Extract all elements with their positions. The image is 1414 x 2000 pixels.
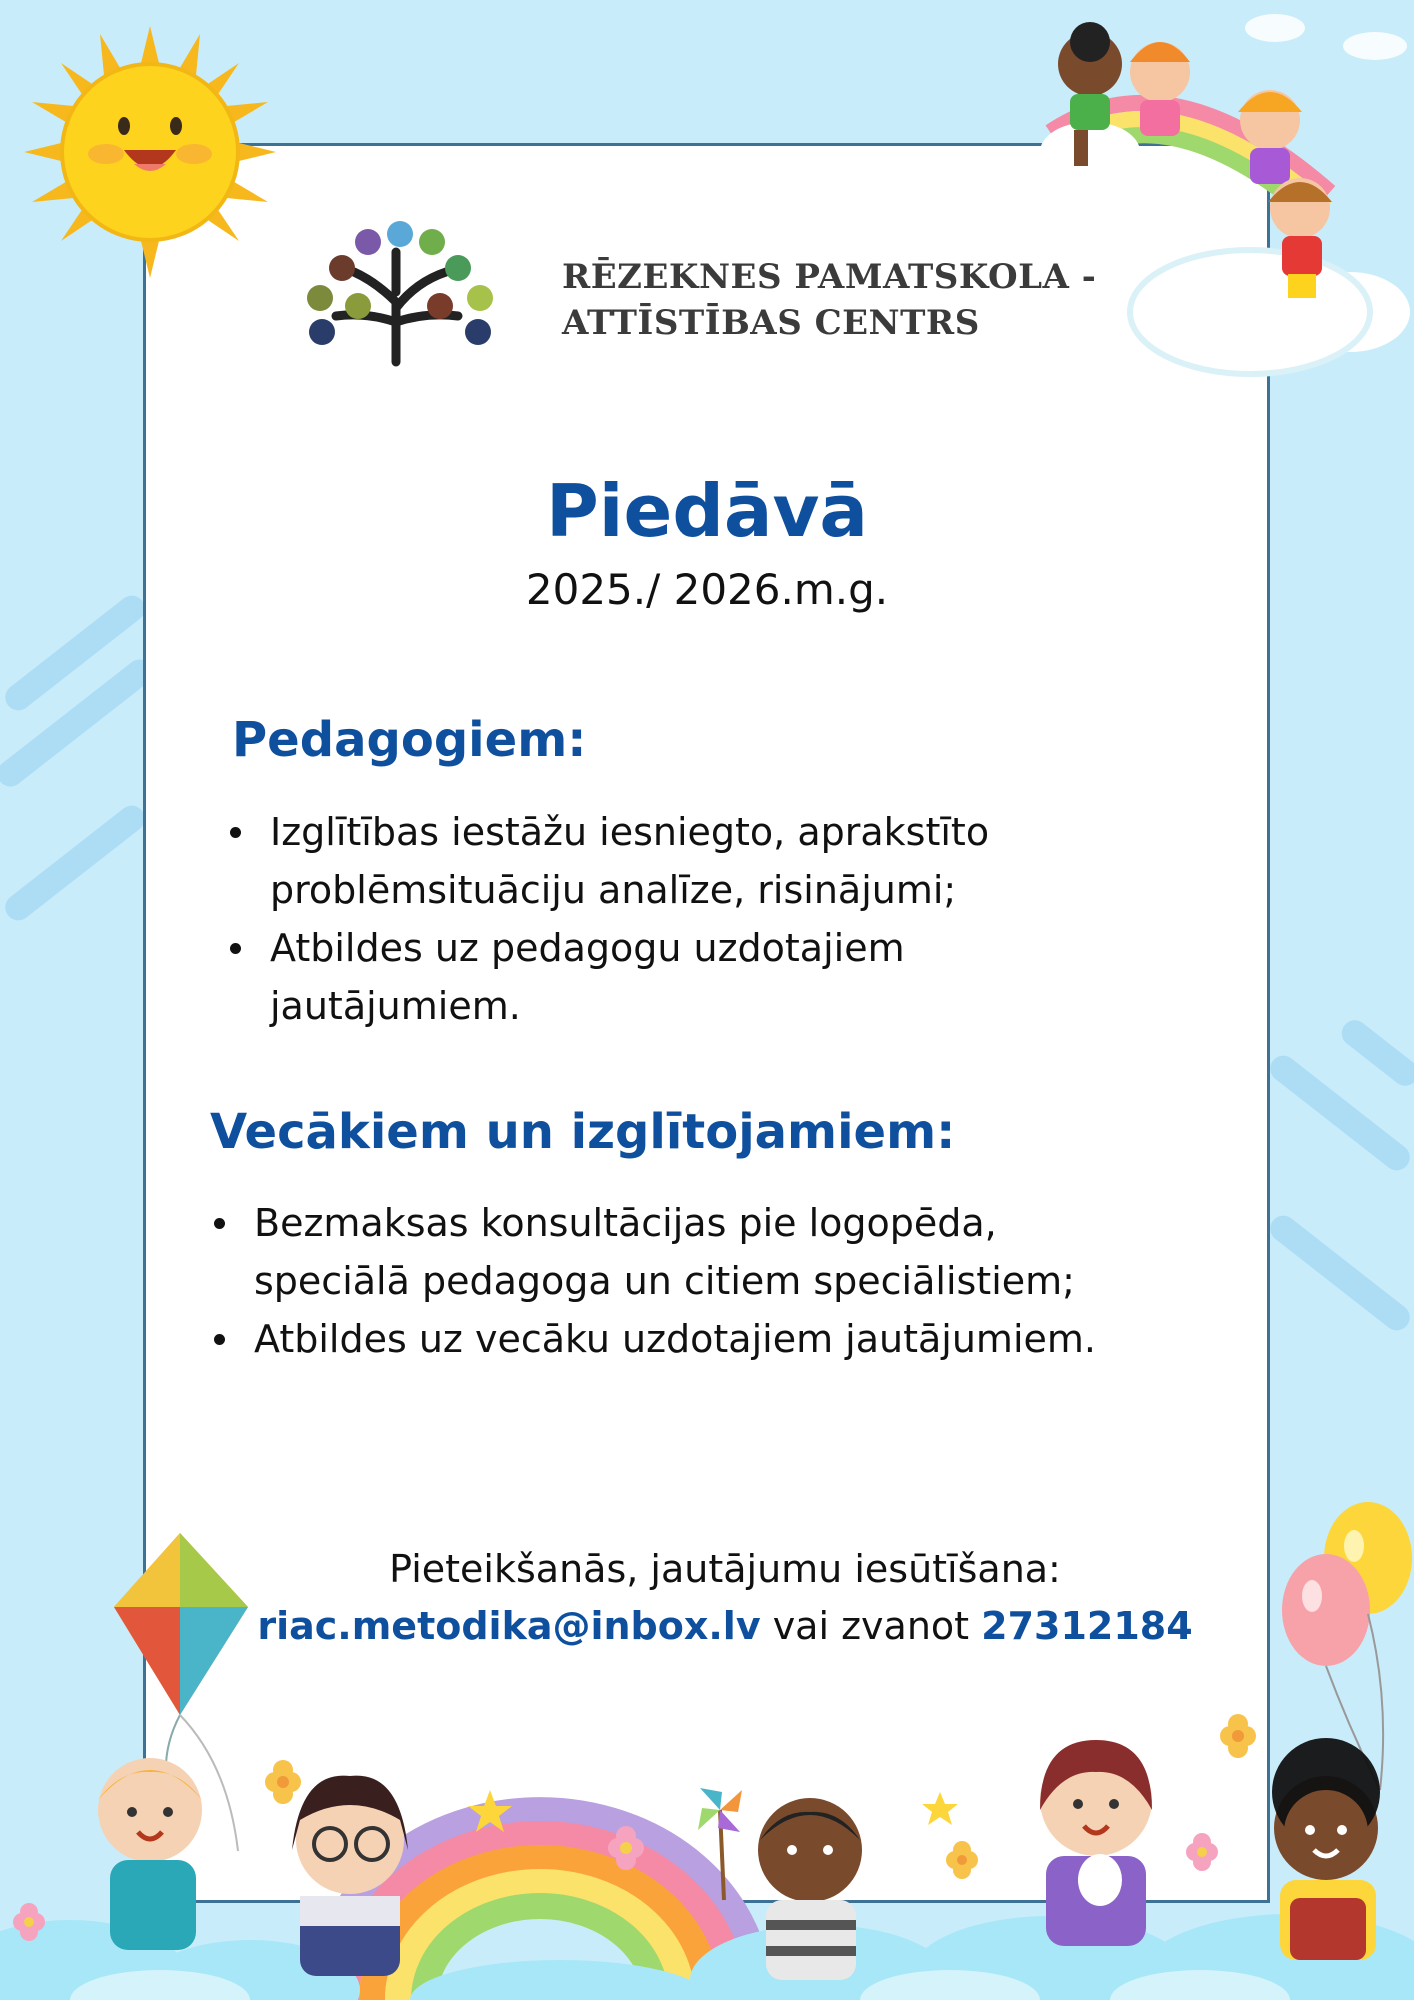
kid-illustration: [98, 1758, 202, 1950]
section-heading-parents-students: Vecākiem un izglītojamiem:: [210, 1104, 956, 1160]
flower-icon: [946, 1841, 978, 1879]
kid-illustration: [1040, 1740, 1152, 1946]
school-name: [562, 254, 1096, 346]
contact-line1: Pieteikšanās, jautājumu iesūtīšana:: [389, 1547, 1061, 1591]
bottom-illustration: [0, 1700, 1414, 2000]
contact-phone-link[interactable]: 27312184: [981, 1604, 1193, 1648]
list-item-text-line: Bezmaksas konsultācijas pie logopēda,: [254, 1201, 997, 1245]
school-name-line1: RĒZEKNES PAMATSKOLA -: [562, 257, 1097, 297]
contact-middle-text: vai zvanot: [760, 1604, 982, 1648]
page-title: Piedāvā: [546, 469, 868, 553]
flower-icon: [1220, 1714, 1256, 1758]
list-item-text-line: Atbildes uz pedagogu uzdotajiem: [270, 926, 905, 970]
parents-offer-list: [210, 1194, 1096, 1368]
kid-illustration: [1272, 1738, 1380, 1960]
tree-of-hands-logo: [296, 212, 506, 370]
contact-email-link[interactable]: riac.metodika@inbox.lv: [257, 1604, 761, 1648]
list-item-text-line: speciālā pedagoga un citiem speciālistiem;: [254, 1259, 1075, 1303]
list-item-text-line: Izglītības iestāžu iesniegto, aprakstīto: [270, 810, 990, 854]
background-stroke: [1265, 1210, 1414, 1335]
list-item: [226, 919, 989, 1035]
sun-icon: [20, 22, 280, 282]
star-icon: [922, 1792, 958, 1825]
list-item-text-line: problēmsituāciju analīze, risinājumi;: [270, 868, 957, 912]
list-item: [210, 1194, 1096, 1310]
school-name-line2: ATTĪSTĪBAS CENTRS: [562, 303, 980, 343]
section-heading-teachers: Pedagogiem:: [232, 712, 587, 768]
flower-icon: [265, 1760, 301, 1804]
background-stroke: [1337, 1015, 1414, 1091]
background-stroke: [0, 800, 150, 925]
teachers-offer-list: [226, 803, 989, 1035]
kid-illustration: [758, 1798, 862, 1980]
flower-icon: [1186, 1833, 1218, 1871]
list-item: [226, 803, 989, 919]
list-item-text-line: jautājumiem.: [270, 984, 521, 1028]
list-item-text-line: Atbildes uz vecāku uzdotajiem jautājumiem.: [254, 1317, 1096, 1361]
list-item: [210, 1310, 1096, 1368]
school-year: 2025./ 2026.m.g.: [525, 565, 889, 614]
